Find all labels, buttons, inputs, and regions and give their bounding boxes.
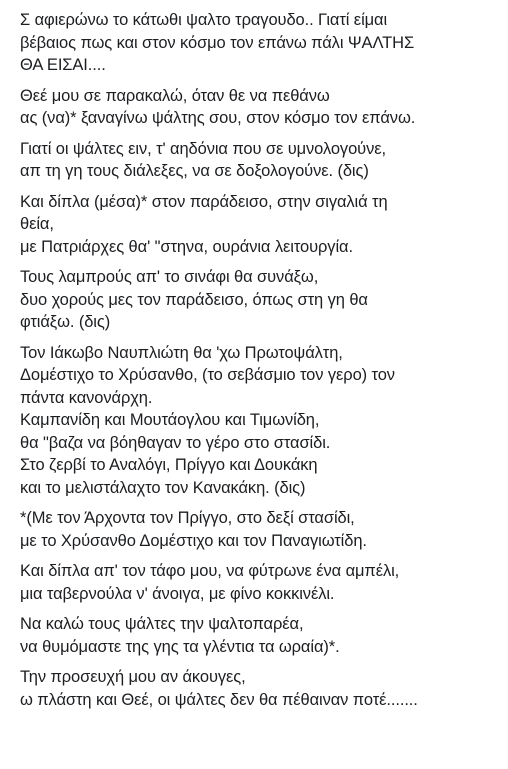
text-line: Στο ζερβί το Αναλόγι, Πρίγγο και Δουκάκη bbox=[20, 456, 318, 474]
text-line: βέβαιος πως και στον κόσμο τον επάνω πάλι ΨΑΛΤΗΣ bbox=[20, 33, 415, 52]
text-line: θεία, bbox=[20, 215, 54, 233]
text-line: απ τη γη τους διάλεξες, να σε δοξολογούνε. (δις) bbox=[20, 162, 369, 180]
stanza bbox=[20, 85, 506, 130]
text-line: και το μελιστάλαχτο τον Κανακάκη. (δις) bbox=[20, 478, 306, 497]
text-line: ω πλάστη και Θεέ, οι ψάλτες δεν θα πέθαιναν ποτέ....... bbox=[20, 690, 418, 709]
post-text bbox=[20, 9, 506, 719]
text-line: πάντα κανονάρχη. bbox=[20, 388, 153, 407]
stanza bbox=[20, 613, 506, 658]
text-line: Καμπανίδη και Μουτάογλου και Τιμωνίδη, bbox=[20, 411, 320, 429]
stanza bbox=[20, 507, 506, 552]
text-line: με Πατριάρχες θα' "στηνα, ουράνια λειτουργία. bbox=[20, 237, 353, 256]
text-line: Την προσευχή μου αν άκουγες, bbox=[20, 668, 246, 686]
text-line: φτιάξω. (δις) bbox=[20, 313, 111, 331]
stanza bbox=[20, 138, 506, 183]
stanza bbox=[20, 9, 506, 77]
stanza bbox=[20, 560, 506, 605]
text-line: να θυμόμαστε της γης τα γλέντια τα ωραία)*. bbox=[20, 637, 340, 656]
text-line: ΘΑ ΕΙΣΑΙ.... bbox=[20, 56, 106, 74]
stanza bbox=[20, 266, 506, 334]
stanza bbox=[20, 342, 506, 500]
text-line: Σ αφιερώνω το κάτωθι ψαλτο τραγουδο.. Γιατί είμαι bbox=[20, 11, 388, 29]
text-line: θα "βαζα να βόηθαγαν το γέρο στο στασίδι. bbox=[20, 433, 331, 452]
text-line: με το Χρύσανθο Δομέστιχο και τον Παναγιωτίδη. bbox=[20, 531, 367, 550]
text-line: Τους λαμπρούς απ' το σινάφι θα συνάξω, bbox=[20, 268, 319, 286]
text-line: Δομέστιχο το Χρύσανθο, (το σεβάσμιο τον γερο) τον bbox=[20, 366, 395, 384]
text-line: Θεέ μου σε παρακαλώ, όταν θε να πεθάνω bbox=[20, 86, 330, 105]
text-line: *(Με τον Άρχοντα τον Πρίγγο, στο δεξί στασίδι, bbox=[20, 509, 355, 527]
stanza bbox=[20, 191, 506, 259]
text-line: ας (να)* ξαναγίνω ψάλτης σου, στον κόσμο τον επάνω. bbox=[20, 109, 416, 127]
text-line: Και δίπλα απ' τον τάφο μου, να φύτρωνε ένα αμπέλι, bbox=[20, 562, 400, 580]
text-line: Γιατί οι ψάλτες ειν, τ' αηδόνια που σε υμνολογούνε, bbox=[20, 139, 386, 158]
text-line: Τον Ιάκωβο Ναυπλιώτη θα 'χω Πρωτοψάλτη, bbox=[20, 343, 343, 362]
text-line: Και δίπλα (μέσα)* στον παράδεισο, στην σιγαλιά τη bbox=[20, 192, 388, 211]
text-line: μια ταβερνούλα ν' άνοιγα, με φίνο κοκκινέλι. bbox=[20, 584, 335, 603]
stanza bbox=[20, 666, 506, 711]
text-line: δυο χορούς μες τον παράδεισο, όπως στη γη θα bbox=[20, 290, 368, 309]
text-line: Να καλώ τους ψάλτες την ψαλτοπαρέα, bbox=[20, 615, 304, 633]
